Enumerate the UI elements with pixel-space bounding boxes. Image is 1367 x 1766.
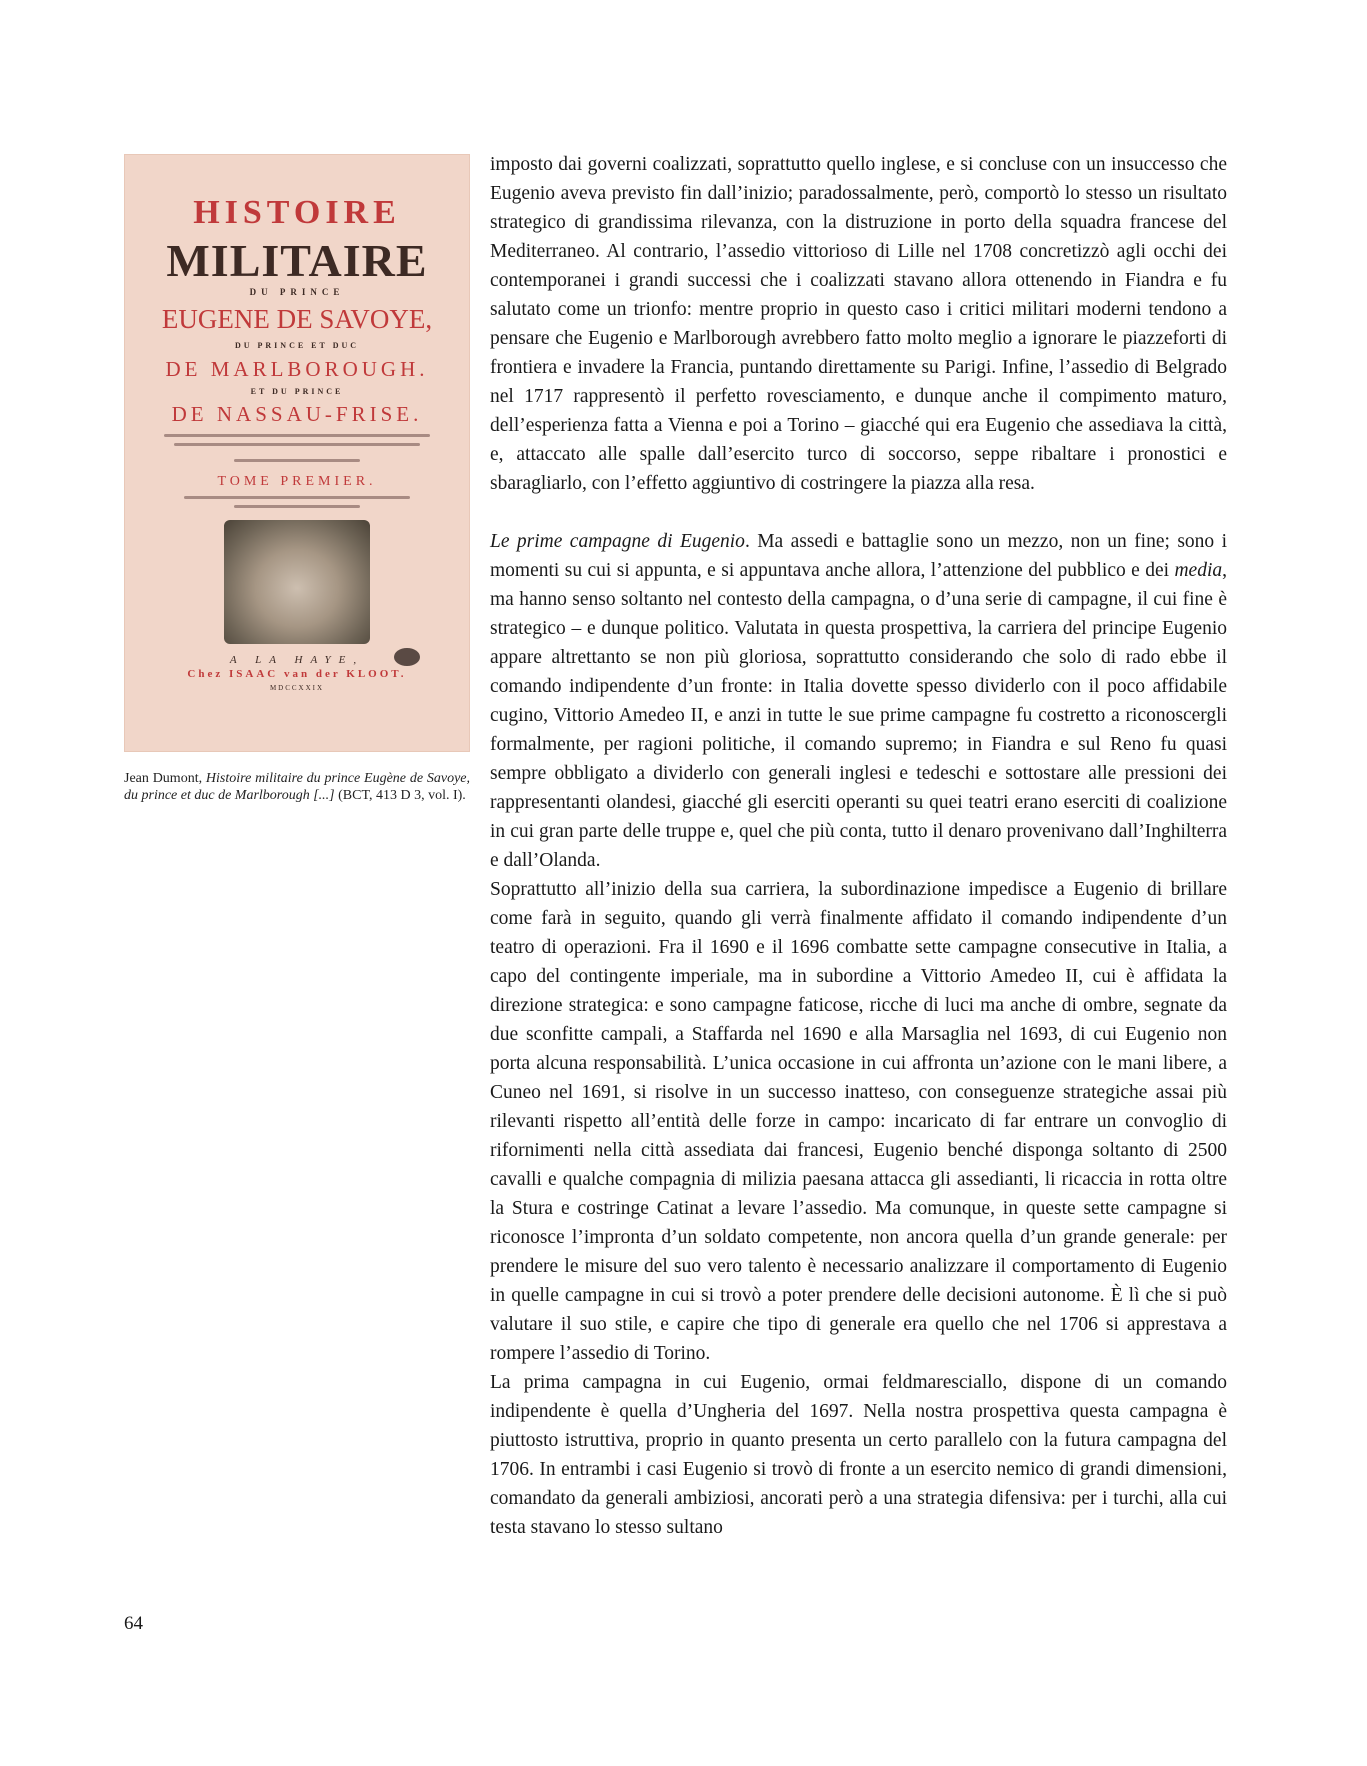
fine-print-line [174, 443, 420, 446]
title-du-prince: DU PRINCE [249, 287, 345, 297]
title-volume: TOME PREMIER. [217, 474, 377, 489]
paragraph: Le prime campagne di Eugenio. Ma assedi e battaglie sono un mezzo, non un fine; sono i momenti su cui si appunta, e si appuntava anche allora, l’attenzione del pubblico e dei media, ma hanno senso soltanto nel contesto della campagna, o d’una serie di campagne, il cui fine è strategico – e dunque politico. Valutata in questa prospettiva, la carriera del principe Eugenio appare altrettanto se non più gloriosa, soprattutto considerando che solo di rado ebbe il comando indipendente d’un fronte: in Italia dovette spesso dividerlo con il poco affidabile cugino, Vittorio Amedeo II, e anzi in tutte le sue prime campagne fu costretto a riconoscergli formalmente, per ragioni politiche, il comando supremo; in Fiandra e sul Reno fu quasi sempre obbligato a dividerlo con generali inglesi e tedeschi e sottostare alle pressioni dei rappresentanti olandesi, giacché gli eserciti operanti su quei teatri erano eserciti di coalizione in cui gran parte delle truppe e, quel che più conta, tutto il denaro provenivano dall’Inghilterra e dall’Olanda. [490, 531, 1227, 871]
title-et-du-prince: ET DU PRINCE [250, 387, 344, 396]
main-text [490, 150, 1227, 1542]
paragraph: imposto dai governi coalizzati, soprattutto quello inglese, e si concluse con un insuccesso che Eugenio aveva previsto fin dall’inizio; paradossalmente, però, comportò lo stesso un risultato strategico di grandissima rilevanza, con la distruzione in porto della squadra francese del Mediterraneo. Al contrario, l’assedio vittorioso di Lille nel 1708 concretizzò agli occhi dei contemporanei i grandi successi che i coalizzati stavano allora ottenendo in Fiandra e fu salutato come un trionfo: mentre proprio in questo caso i critici militari moderni tendono a pensare che Eugenio e Marlborough avrebbero fatto molto meglio a ignorare le piazzeforti di frontiera e invadere la Francia, puntando direttamente su Parigi. Infine, l’assedio di Belgrado nel 1717 rappresentò il perfetto rovesciamento, e dunque anche il compimento maturo, dell’esperienza fatta a Vienna e poi a Torino – giacché qui era Eugenio che assediava la città, e, attaccato alle spalle dall’esercito turco di soccorso, seppe ribaltare i pronostici e sbaragliarlo, con l’effetto aggiuntivo di costringere la piazza alla resa. [490, 154, 1227, 494]
fine-print-line [234, 459, 360, 462]
fine-print-line [184, 496, 410, 499]
title-du-prince-et-duc: DU PRINCE ET DUC [234, 341, 360, 350]
title-histoire: HISTOIRE [193, 194, 401, 231]
caption-title: Histoire militaire du prince Eugène de Savoye, du prince et duc de Marlborough [...] [124, 771, 470, 803]
title-militaire: MILITAIRE [166, 235, 428, 286]
caption-author: Jean Dumont, [124, 771, 206, 786]
imprint-year: MDCCXXIX [269, 684, 325, 692]
paragraph: La prima campagna in cui Eugenio, ormai feldmaresciallo, dispone di un comando indipendente è quella d’Ungheria del 1697. Nella nostra prospettiva questa campagna è piuttosto istruttiva, proprio in quanto presenta un certo parallelo con la futura campagna del 1706. In entrambi i casi Eugenio si trovò di fronte a un esercito nemico di grandi dimensioni, comandato da generali ambiziosi, ancorati però a una strategia difensiva: per i turchi, alla cui testa stavano lo stesso sultano [490, 1372, 1227, 1538]
printer-mark [394, 648, 420, 666]
book-title-page-image [124, 154, 470, 752]
page-number: 64 [124, 1613, 143, 1634]
title-marlborough: DE MARLBOROUGH. [165, 357, 429, 381]
section-heading: Le prime campagne di Eugenio [490, 531, 745, 552]
title-eugene: EUGENE DE SAVOYE, [161, 304, 433, 334]
engraving-vignette [224, 520, 370, 644]
figure-caption [124, 770, 470, 804]
fine-print-line [234, 505, 360, 508]
title-nassau-frise: DE NASSAU-FRISE. [171, 402, 423, 426]
imprint-publisher: Chez ISAAC van der KLOOT. [187, 668, 407, 680]
paragraph: Soprattutto all’inizio della sua carriera, la subordinazione impedisce a Eugenio di brillare come farà in seguito, quando gli verrà finalmente affidato il comando indipendente d’un teatro di operazioni. Fra il 1690 e il 1696 combatte sette campagne consecutive in Italia, a capo del contingente imperiale, ma in subordine a Vittorio Amedeo II, cui è affidata la direzione strategica: e sono campagne faticose, ricche di luci ma anche di ombre, segnate da due sconfitte campali, a Staffarda nel 1690 e alla Marsaglia nel 1693, di cui Eugenio non porta alcuna responsabilità. L’unica occasione in cui affronta un’azione con le mani libere, a Cuneo nel 1691, si risolve in un successo inatteso, con conseguenze strategiche assai più rilevanti rispetto all’entità delle forze in campo: incaricato di far entrare un convoglio di rifornimenti nella città assediata dai francesi, Eugenio benché disponga soltanto di 2500 cavalli e qualche compagnia di milizia paesana attacca gli assedianti, li ricaccia in rotta oltre la Stura e costringe Catinat a levare l’assedio. Ma comunque, in queste sette campagne si riconosce l’impronta d’un soldato competente, non ancora quella d’un grande generale: per prendere le misure del suo vero talento è necessario analizzare il comportamento di Eugenio in quelle campagne in cui si trovò a poter prendere delle decisioni autonome. È lì che si può valutare il suo stile, e capire che tipo di generale era quello che nel 1706 si apprestava a rompere l’assedio di Torino. [490, 879, 1227, 1364]
caption-ref: (BCT, 413 D 3, vol. I). [334, 788, 466, 803]
imprint-place: A LA HAYE, [229, 654, 365, 666]
fine-print-line [164, 434, 430, 437]
